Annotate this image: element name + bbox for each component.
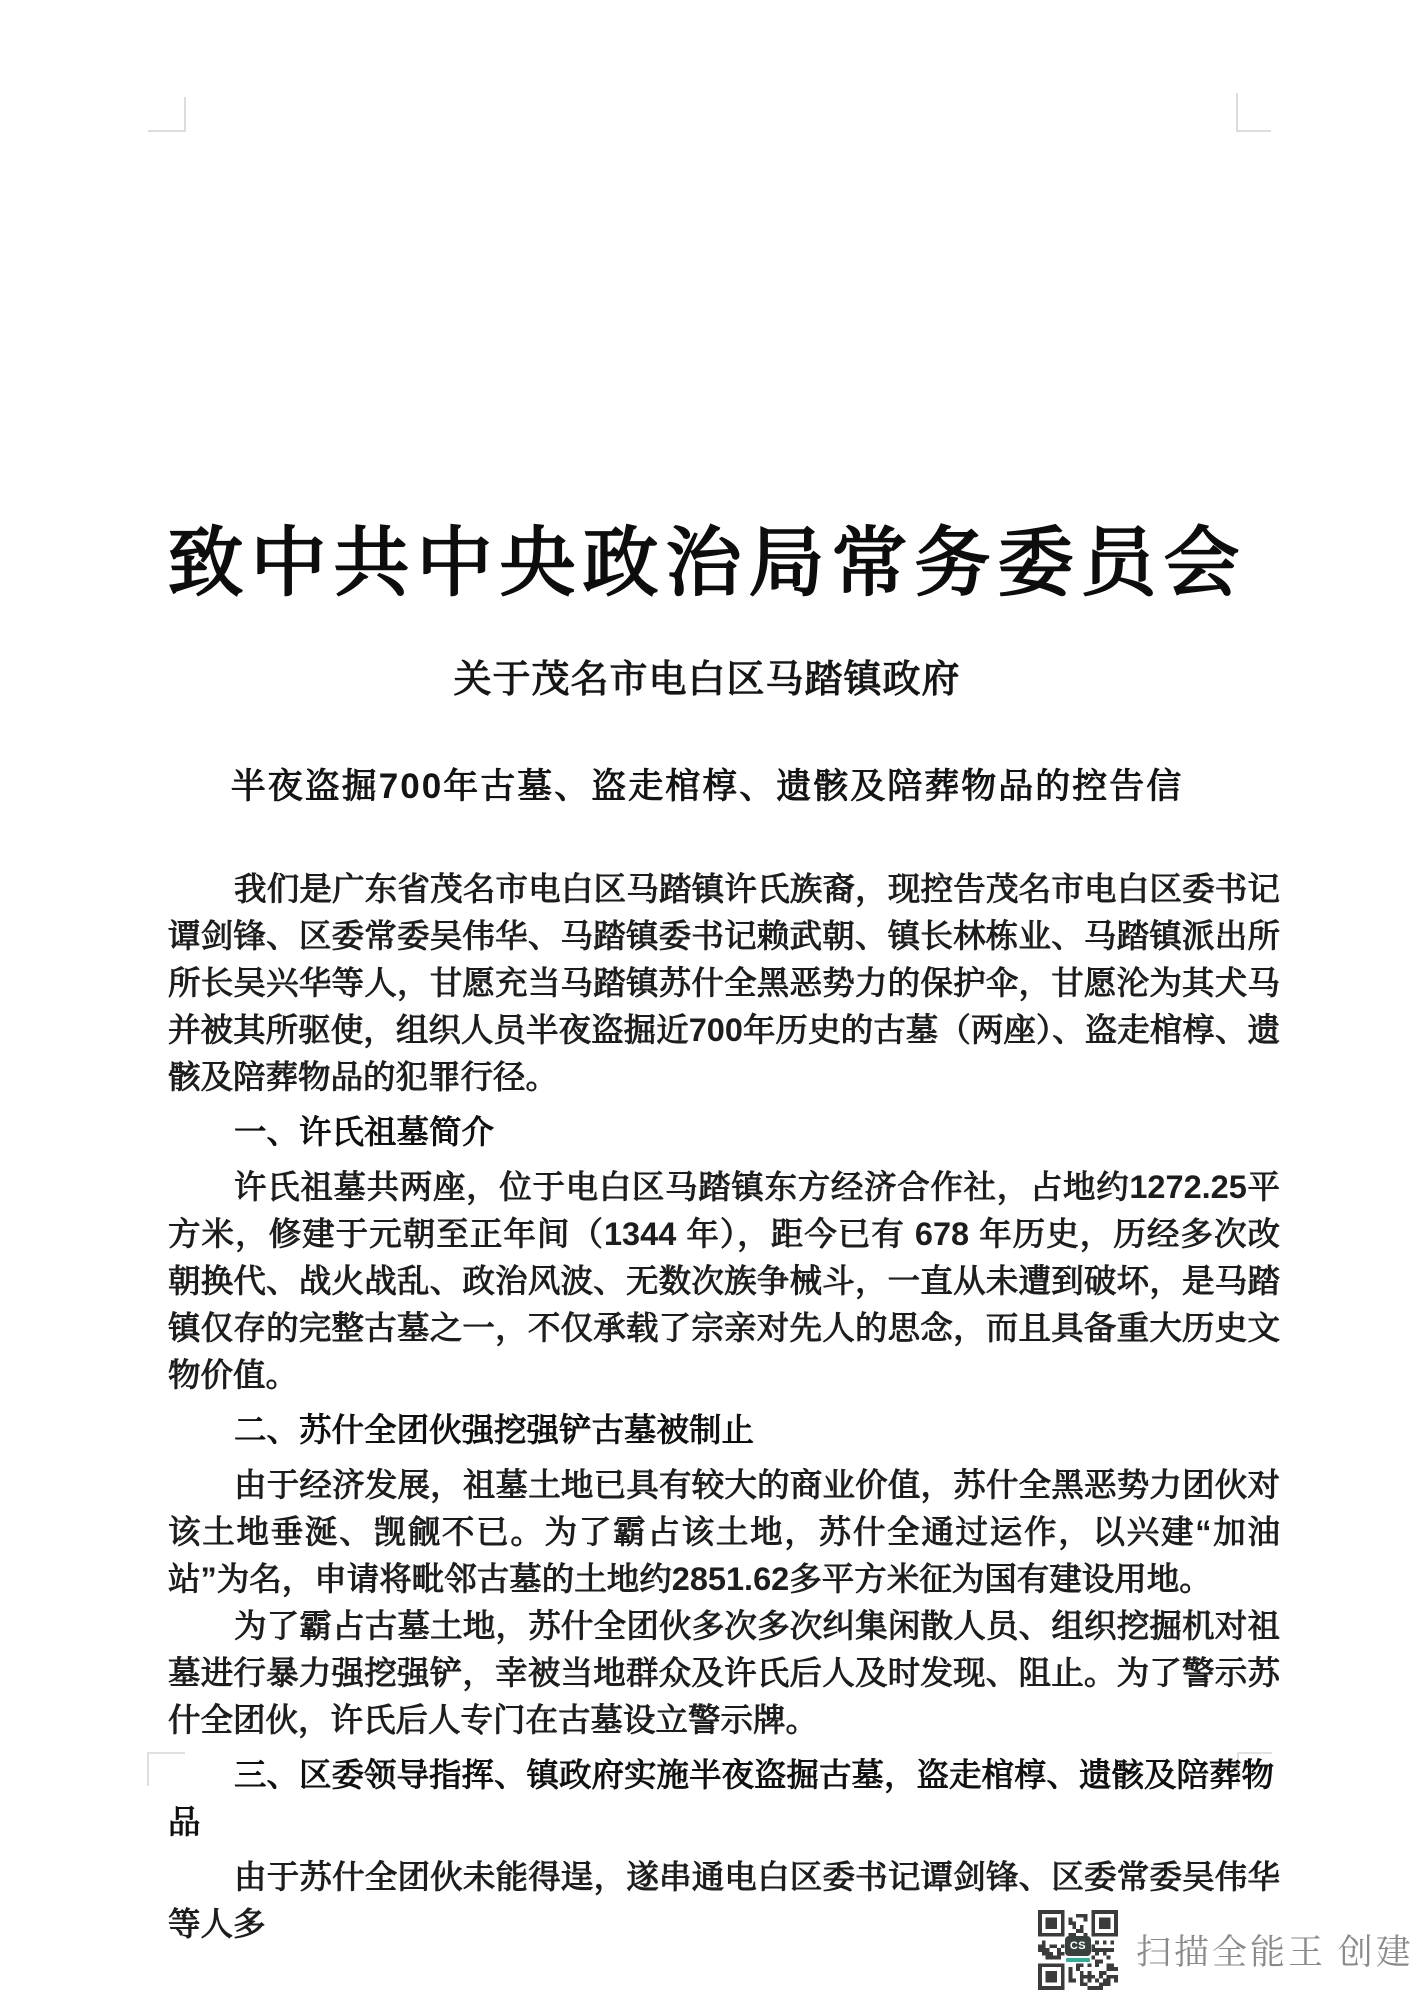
paragraph-section-2a: 由于经济发展，祖墓土地已具有较大的商业价值，苏什全黑恶势力团伙对该土地垂涎、觊觎不已。为了霸占该土地，苏什全通过运作，以兴建“加油站”为名，申请将毗邻古墓的土地约2851.62多平方米征为国有建设用地。 <box>168 1467 1280 1597</box>
camscanner-watermark-label: 扫描全能王 创建 <box>1136 1933 1414 1972</box>
section-heading-1: 一、许氏祖墓简介 <box>234 1114 495 1150</box>
camscanner-logo-icon: CS <box>1065 1936 1091 1956</box>
section-heading-3: 三、区委领导指挥、镇政府实施半夜盗掘古墓，盗走棺椁、遗骸及陪葬物品 <box>168 1757 1275 1840</box>
camscanner-logo-bar <box>1066 1958 1090 1962</box>
letter-subject-line: 半夜盗掘700年古墓、盗走棺椁、遗骸及陪葬物品的控告信 <box>230 767 1184 806</box>
document-title: 致中共中央政治局常务委员会 <box>167 521 1247 606</box>
letter-body <box>168 866 1280 1948</box>
qr-code <box>1038 1910 1118 1990</box>
camscanner-watermark <box>1038 1910 1414 1990</box>
fold-mark-top-right <box>1236 93 1271 132</box>
section-heading-2: 二、苏什全团伙强挖强铲古墓被制止 <box>234 1412 755 1448</box>
paragraph-section-2b: 为了霸占古墓土地，苏什全团伙多次多次纠集闲散人员、组织挖掘机对祖墓进行暴力强挖强铲，幸被当地群众及许氏后人及时发现、阻止。为了警示苏什全团伙，许氏后人专门在古墓设立警示牌。 <box>168 1608 1280 1738</box>
paragraph-section-3: 由于苏什全团伙未能得逞，遂串通电白区委书记谭剑锋、区委常委吴伟华等人多 <box>168 1859 1280 1942</box>
paragraph-intro: 我们是广东省茂名市电白区马踏镇许氏族裔，现控告茂名市电白区委书记谭剑锋、区委常委吴伟华、马踏镇委书记赖武朝、镇长林栋业、马踏镇派出所所长吴兴华等人，甘愿充当马踏镇苏什全黑恶势力的保护伞，甘愿沦为其犬马并被其所驱使，组织人员半夜盗掘近700年历史的古墓（两座）、盗走棺椁、遗骸及陪葬物品的犯罪行径。 <box>168 871 1280 1095</box>
document-subtitle: 关于茂名市电白区马踏镇政府 <box>453 659 961 701</box>
fold-mark-top-left <box>148 97 186 132</box>
paragraph-section-1: 许氏祖墓共两座，位于电白区马踏镇东方经济合作社，占地约1272.25平方米，修建于元朝至正年间（1344 年），距今已有 678 年历史，历经多次改朝换代、战火战乱、政治风波、无数次族争械斗，一直从未遭到破坏，是马踏镇仅存的完整古墓之一，不仅承载了宗亲对先人的思念，而且具备重大历史文物价值。 <box>168 1169 1280 1393</box>
